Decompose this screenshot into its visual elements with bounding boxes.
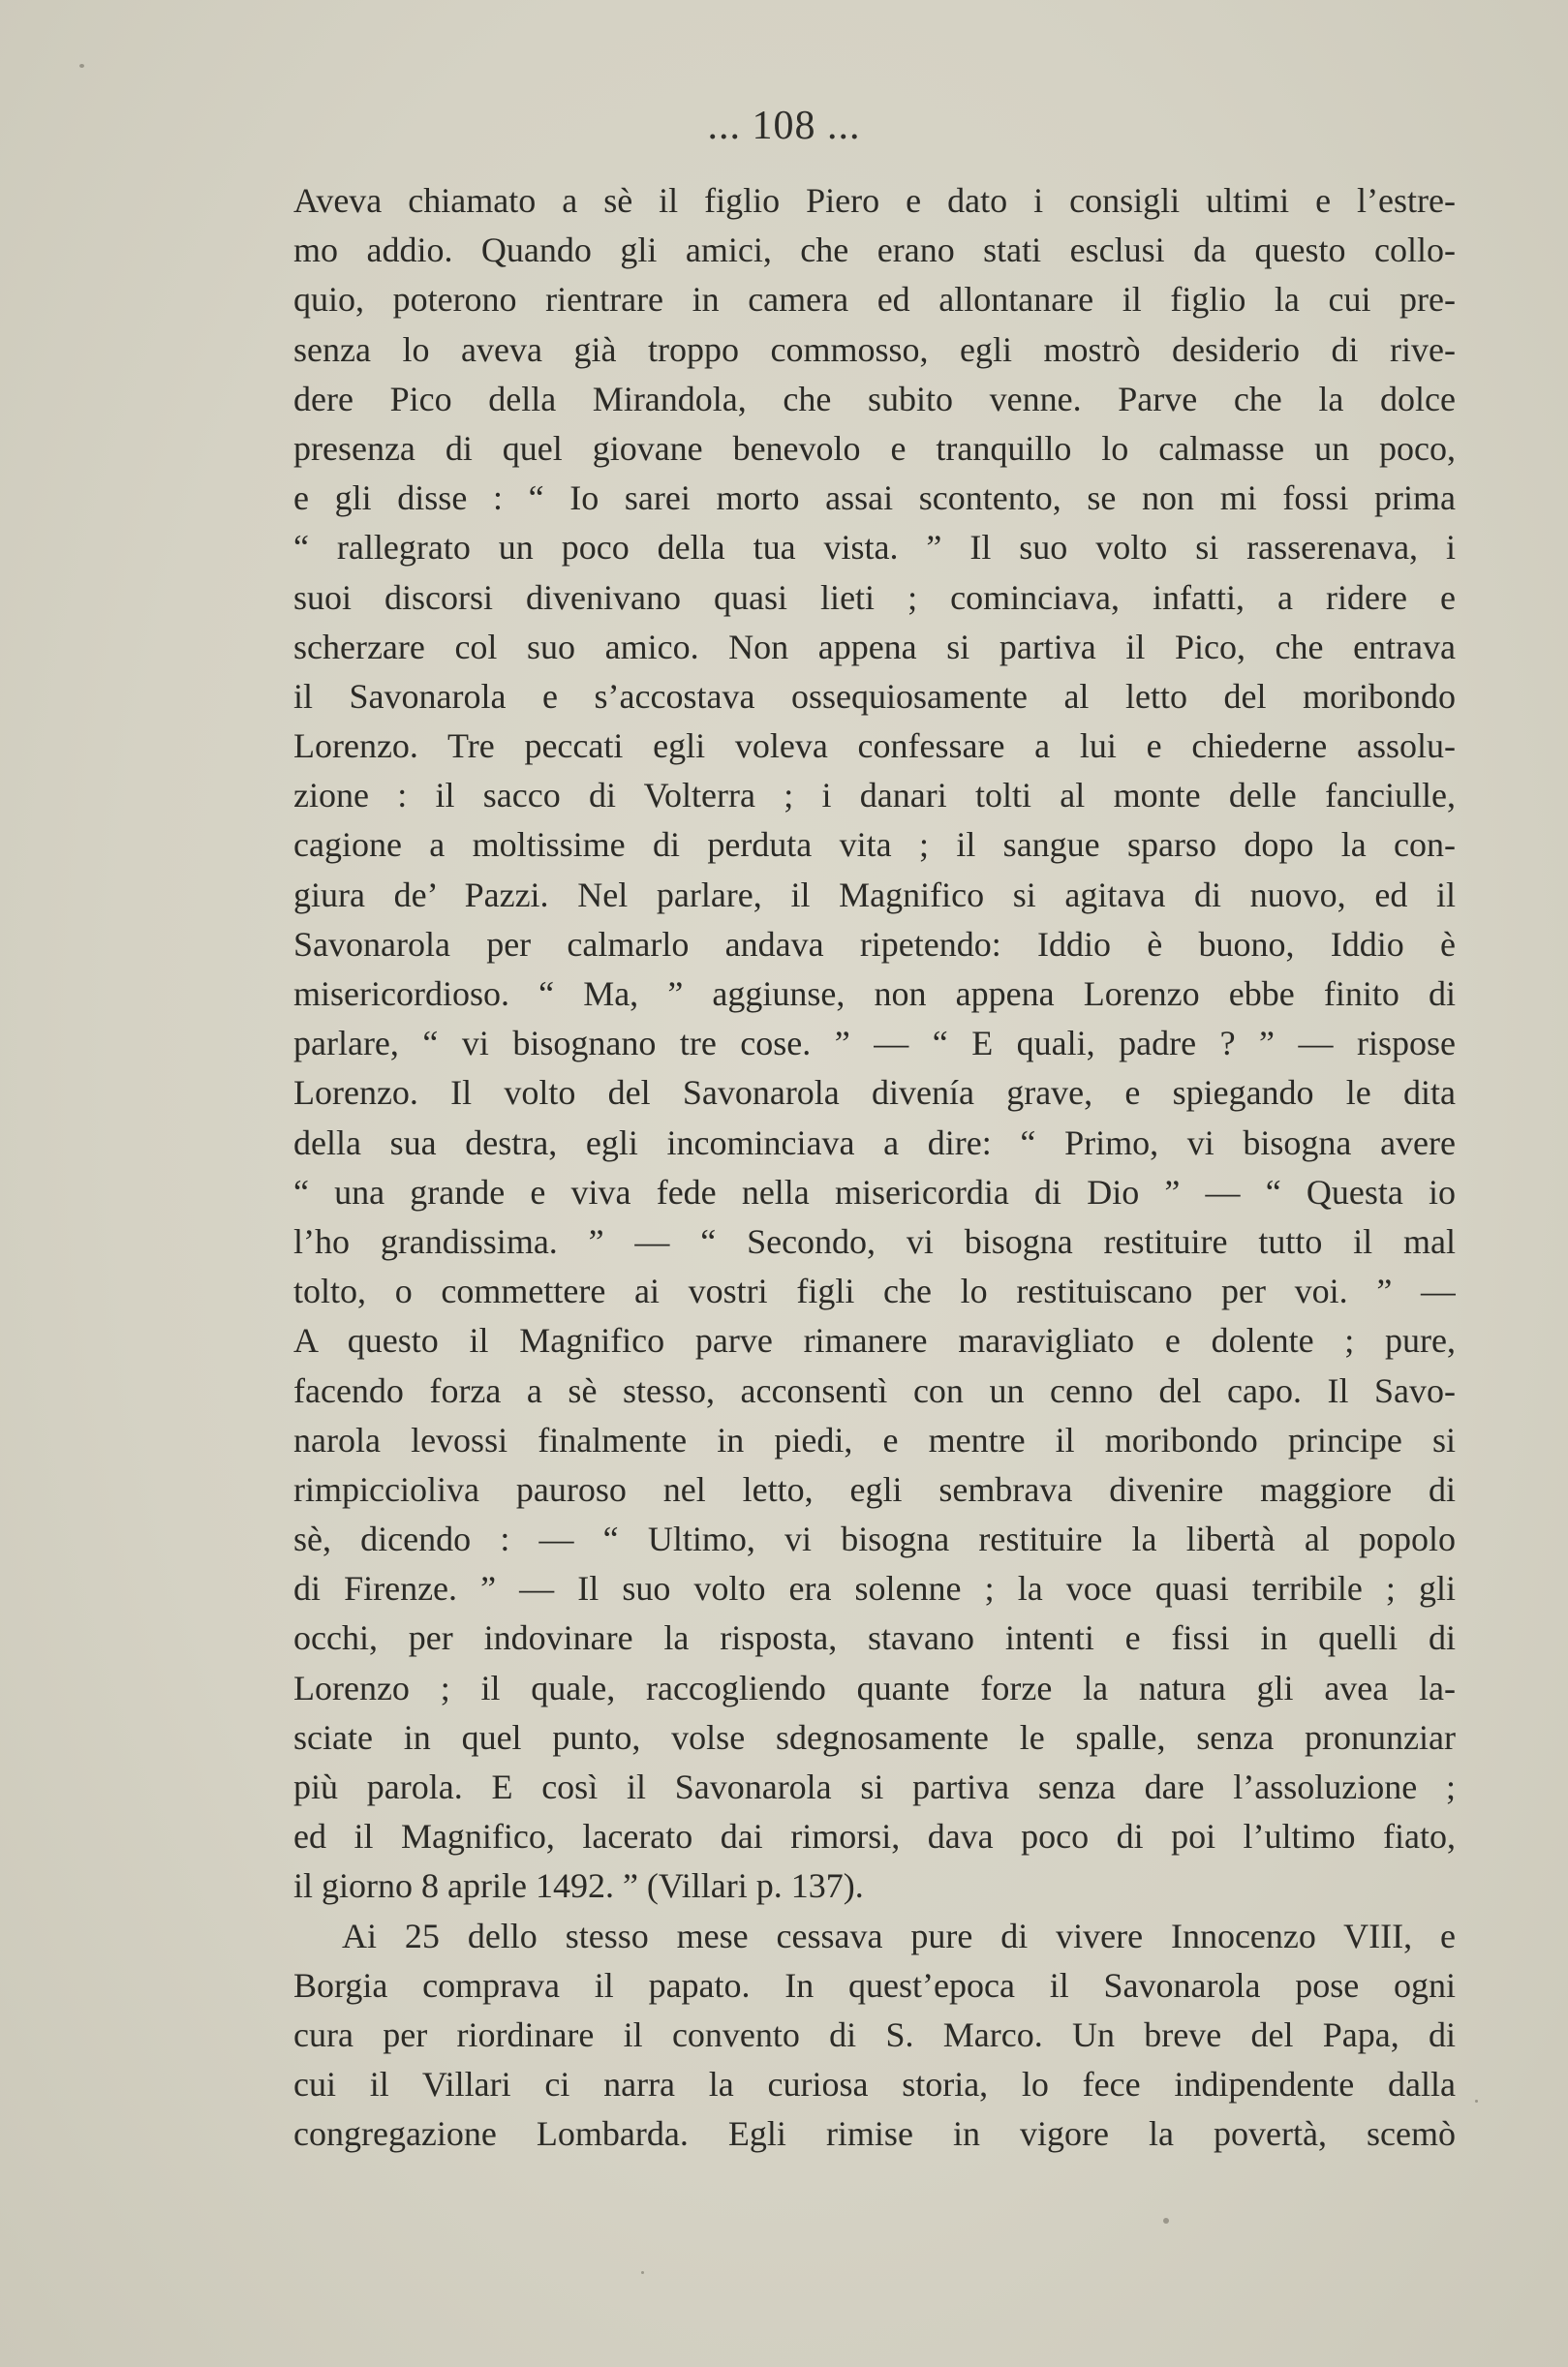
body-text	[293, 176, 1456, 2160]
paper-speck	[79, 64, 84, 68]
text-line: e gli disse : “ Io sarei morto assai scontento, se non mi fossi prima	[293, 478, 1456, 518]
paper-speck	[1163, 2218, 1169, 2224]
text-line: giura de’ Pazzi. Nel parlare, il Magnifico si agitava di nuovo, ed il	[293, 875, 1456, 914]
text-line: parlare, “ vi bisognano tre cose. ” — “ E quali, padre ? ” — rispose	[293, 1024, 1456, 1063]
text-line: il giorno 8 aprile 1492. ” (Villari p. 137).	[293, 1866, 864, 1906]
text-line: Aveva chiamato a sè il figlio Piero e dato i consigli ultimi e l’estre-	[293, 181, 1456, 220]
paper-speck	[1475, 2100, 1478, 2103]
text-line: cui il Villari ci narra la curiosa storia, lo fece indipendente dalla	[293, 2065, 1456, 2105]
text-line: zione : il sacco di Volterra ; i danari tolti al monte delle fanciulle,	[293, 776, 1456, 815]
text-line: scherzare col suo amico. Non appena si partiva il Pico, che entrava	[293, 627, 1456, 666]
text-line: occhi, per indovinare la risposta, stavano intenti e fissi in quelli di	[293, 1618, 1456, 1658]
text-line: dere Pico della Mirandola, che subito venne. Parve che la dolce	[293, 379, 1456, 418]
text-line: “ rallegrato un poco della tua vista. ” Il suo volto si rasserenava, i	[293, 528, 1456, 568]
paragraph-first-line: Ai 25 dello stesso mese cessava pure di vivere Innocenzo VIII, e	[342, 1916, 1456, 1955]
text-line: cagione a moltissime di perduta vita ; il sangue sparso dopo la con-	[293, 825, 1456, 865]
text-line: Borgia comprava il papato. In quest’epoca il Savonarola pose ogni	[293, 1965, 1456, 2005]
text-line: quio, poterono rientrare in camera ed allontanare il figlio la cui pre-	[293, 280, 1456, 320]
text-line: della sua destra, egli incominciava a dire: “ Primo, vi bisogna avere	[293, 1122, 1456, 1162]
text-line: senza lo aveva già troppo commosso, egli mostrò desiderio di rive-	[293, 329, 1456, 369]
text-line: Lorenzo ; il quale, raccogliendo quante forze la natura gli avea la-	[293, 1668, 1456, 1707]
text-line: sè, dicendo : — “ Ultimo, vi bisogna restituire la libertà al popolo	[293, 1520, 1456, 1559]
text-line: presenza di quel giovane benevolo e tranquillo lo calmasse un poco,	[293, 428, 1456, 468]
text-line: facendo forza a sè stesso, acconsentì con un cenno del capo. Il Savo-	[293, 1370, 1456, 1410]
paper-speck	[641, 2271, 644, 2274]
text-line: misericordioso. “ Ma, ” aggiunse, non appena Lorenzo ebbe finito di	[293, 974, 1456, 1013]
text-line: più parola. E così il Savonarola si partiva senza dare l’assoluzione ;	[293, 1768, 1456, 1806]
text-line: suoi discorsi divenivano quasi lieti ; cominciava, infatti, a ridere e	[293, 577, 1456, 617]
text-line: Lorenzo. Tre peccati egli voleva confessare a lui e chiederne assolu-	[293, 726, 1456, 766]
text-line: di Firenze. ” — Il suo volto era solenne ; la voce quasi terribile ; gli	[293, 1569, 1456, 1609]
text-line: cura per riordinare il convento di S. Marco. Un breve del Papa, di	[293, 2014, 1456, 2054]
text-line: sciate in quel punto, volse sdegnosamente le spalle, senza pronunziar	[293, 1717, 1456, 1757]
text-line: A questo il Magnifico parve rimanere maravigliato e dolente ; pure,	[293, 1321, 1456, 1361]
text-line: rimpiccioliva pauroso nel letto, egli sembrava divenire maggiore di	[293, 1469, 1456, 1509]
text-line: “ una grande e viva fede nella misericordia di Dio ” — “ Questa io	[293, 1172, 1456, 1212]
text-line: il Savonarola e s’accostava ossequiosamente al letto del moribondo	[293, 676, 1456, 716]
text-line: congregazione Lombarda. Egli rimise in vigore la povertà, scemò	[293, 2114, 1456, 2154]
text-line: l’ho grandissima. ” — “ Secondo, vi bisogna restituire tutto il mal	[293, 1221, 1456, 1261]
text-line: Savonarola per calmarlo andava ripetendo: Iddio è buono, Iddio è	[293, 924, 1456, 964]
page-number: ... 108 ...	[707, 104, 861, 148]
text-line: mo addio. Quando gli amici, che erano stati esclusi da questo collo-	[293, 231, 1456, 270]
text-line: narola levossi finalmente in piedi, e mentre il moribondo principe si	[293, 1420, 1456, 1460]
text-line: tolto, o commettere ai vostri figli che lo restituiscano per voi. ” —	[293, 1272, 1456, 1311]
text-line: ed il Magnifico, lacerato dai rimorsi, dava poco di poi l’ultimo fiato,	[293, 1817, 1456, 1857]
text-line: Lorenzo. Il volto del Savonarola divenía grave, e spiegando le dita	[293, 1073, 1456, 1113]
